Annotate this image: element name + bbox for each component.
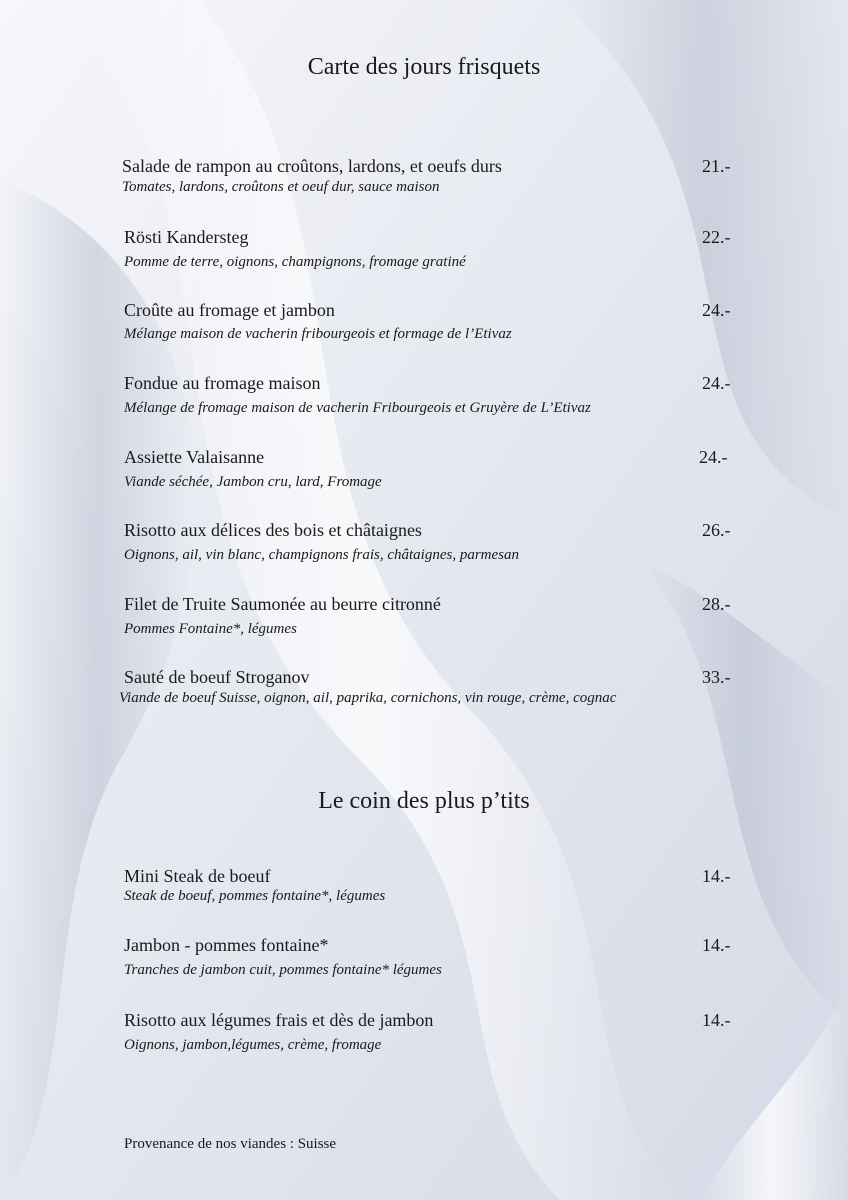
item-description: Oignons, jambon,légumes, crème, fromage xyxy=(124,1037,382,1053)
item-price: 28.- xyxy=(702,594,731,614)
item-description: Pommes Fontaine*, légumes xyxy=(124,621,297,637)
item-description: Steak de boeuf, pommes fontaine*, légumes xyxy=(124,888,386,904)
item-price: 22.- xyxy=(702,227,731,247)
item-price: 21.- xyxy=(702,156,731,176)
menu-item xyxy=(0,667,848,715)
item-name: Jambon - pommes fontaine* xyxy=(124,935,329,955)
menu-item xyxy=(0,373,848,421)
item-price: 24.- xyxy=(699,447,728,467)
menu-item xyxy=(0,227,848,275)
item-description: Viande séchée, Jambon cru, lard, Fromage xyxy=(124,474,382,490)
menu-item xyxy=(0,594,848,642)
item-name: Risotto aux légumes frais et dès de jambon xyxy=(124,1010,434,1030)
item-price: 14.- xyxy=(702,935,731,955)
menu-item xyxy=(0,447,848,495)
menu-title: Carte des jours frisquets xyxy=(307,54,541,80)
item-name: Croûte au fromage et jambon xyxy=(124,300,335,320)
item-description: Viande de boeuf Suisse, oignon, ail, paprika, cornichons, vin rouge, crème, cognac xyxy=(119,690,617,706)
item-price: 24.- xyxy=(702,300,731,320)
kids-item xyxy=(0,1010,848,1058)
menu-item xyxy=(0,300,848,348)
item-name: Assiette Valaisanne xyxy=(124,447,265,467)
item-price: 14.- xyxy=(702,866,731,886)
menu-item xyxy=(0,156,848,204)
item-name: Fondue au fromage maison xyxy=(124,373,321,393)
item-description: Mélange maison de vacherin fribourgeois et formage de l’Etivaz xyxy=(124,326,512,342)
item-name: Risotto aux délices des bois et châtaignes xyxy=(124,520,422,540)
item-name: Rösti Kandersteg xyxy=(124,227,249,247)
item-description: Tranches de jambon cuit, pommes fontaine* légumes xyxy=(124,962,442,978)
menu-item xyxy=(0,520,848,568)
item-price: 33.- xyxy=(702,667,731,687)
item-name: Mini Steak de boeuf xyxy=(124,866,271,886)
meat-origin-note: Provenance de nos viandes : Suisse xyxy=(124,1136,337,1152)
item-description: Mélange de fromage maison de vacherin Fribourgeois et Gruyère de L’Etivaz xyxy=(124,400,591,416)
kids-section-title: Le coin des plus p’tits xyxy=(318,788,530,814)
item-name: Filet de Truite Saumonée au beurre citronné xyxy=(124,594,441,614)
item-price: 24.- xyxy=(702,373,731,393)
item-description: Tomates, lardons, croûtons et oeuf dur, sauce maison xyxy=(122,179,440,195)
item-description: Oignons, ail, vin blanc, champignons frais, châtaignes, parmesan xyxy=(124,547,519,563)
item-name: Sauté de boeuf Stroganov xyxy=(124,667,310,687)
item-name: Salade de rampon au croûtons, lardons, et oeufs durs xyxy=(122,156,502,176)
item-price: 26.- xyxy=(702,520,731,540)
item-description: Pomme de terre, oignons, champignons, fromage gratiné xyxy=(124,254,466,270)
item-price: 14.- xyxy=(702,1010,731,1030)
kids-item xyxy=(0,866,848,914)
kids-item xyxy=(0,935,848,983)
